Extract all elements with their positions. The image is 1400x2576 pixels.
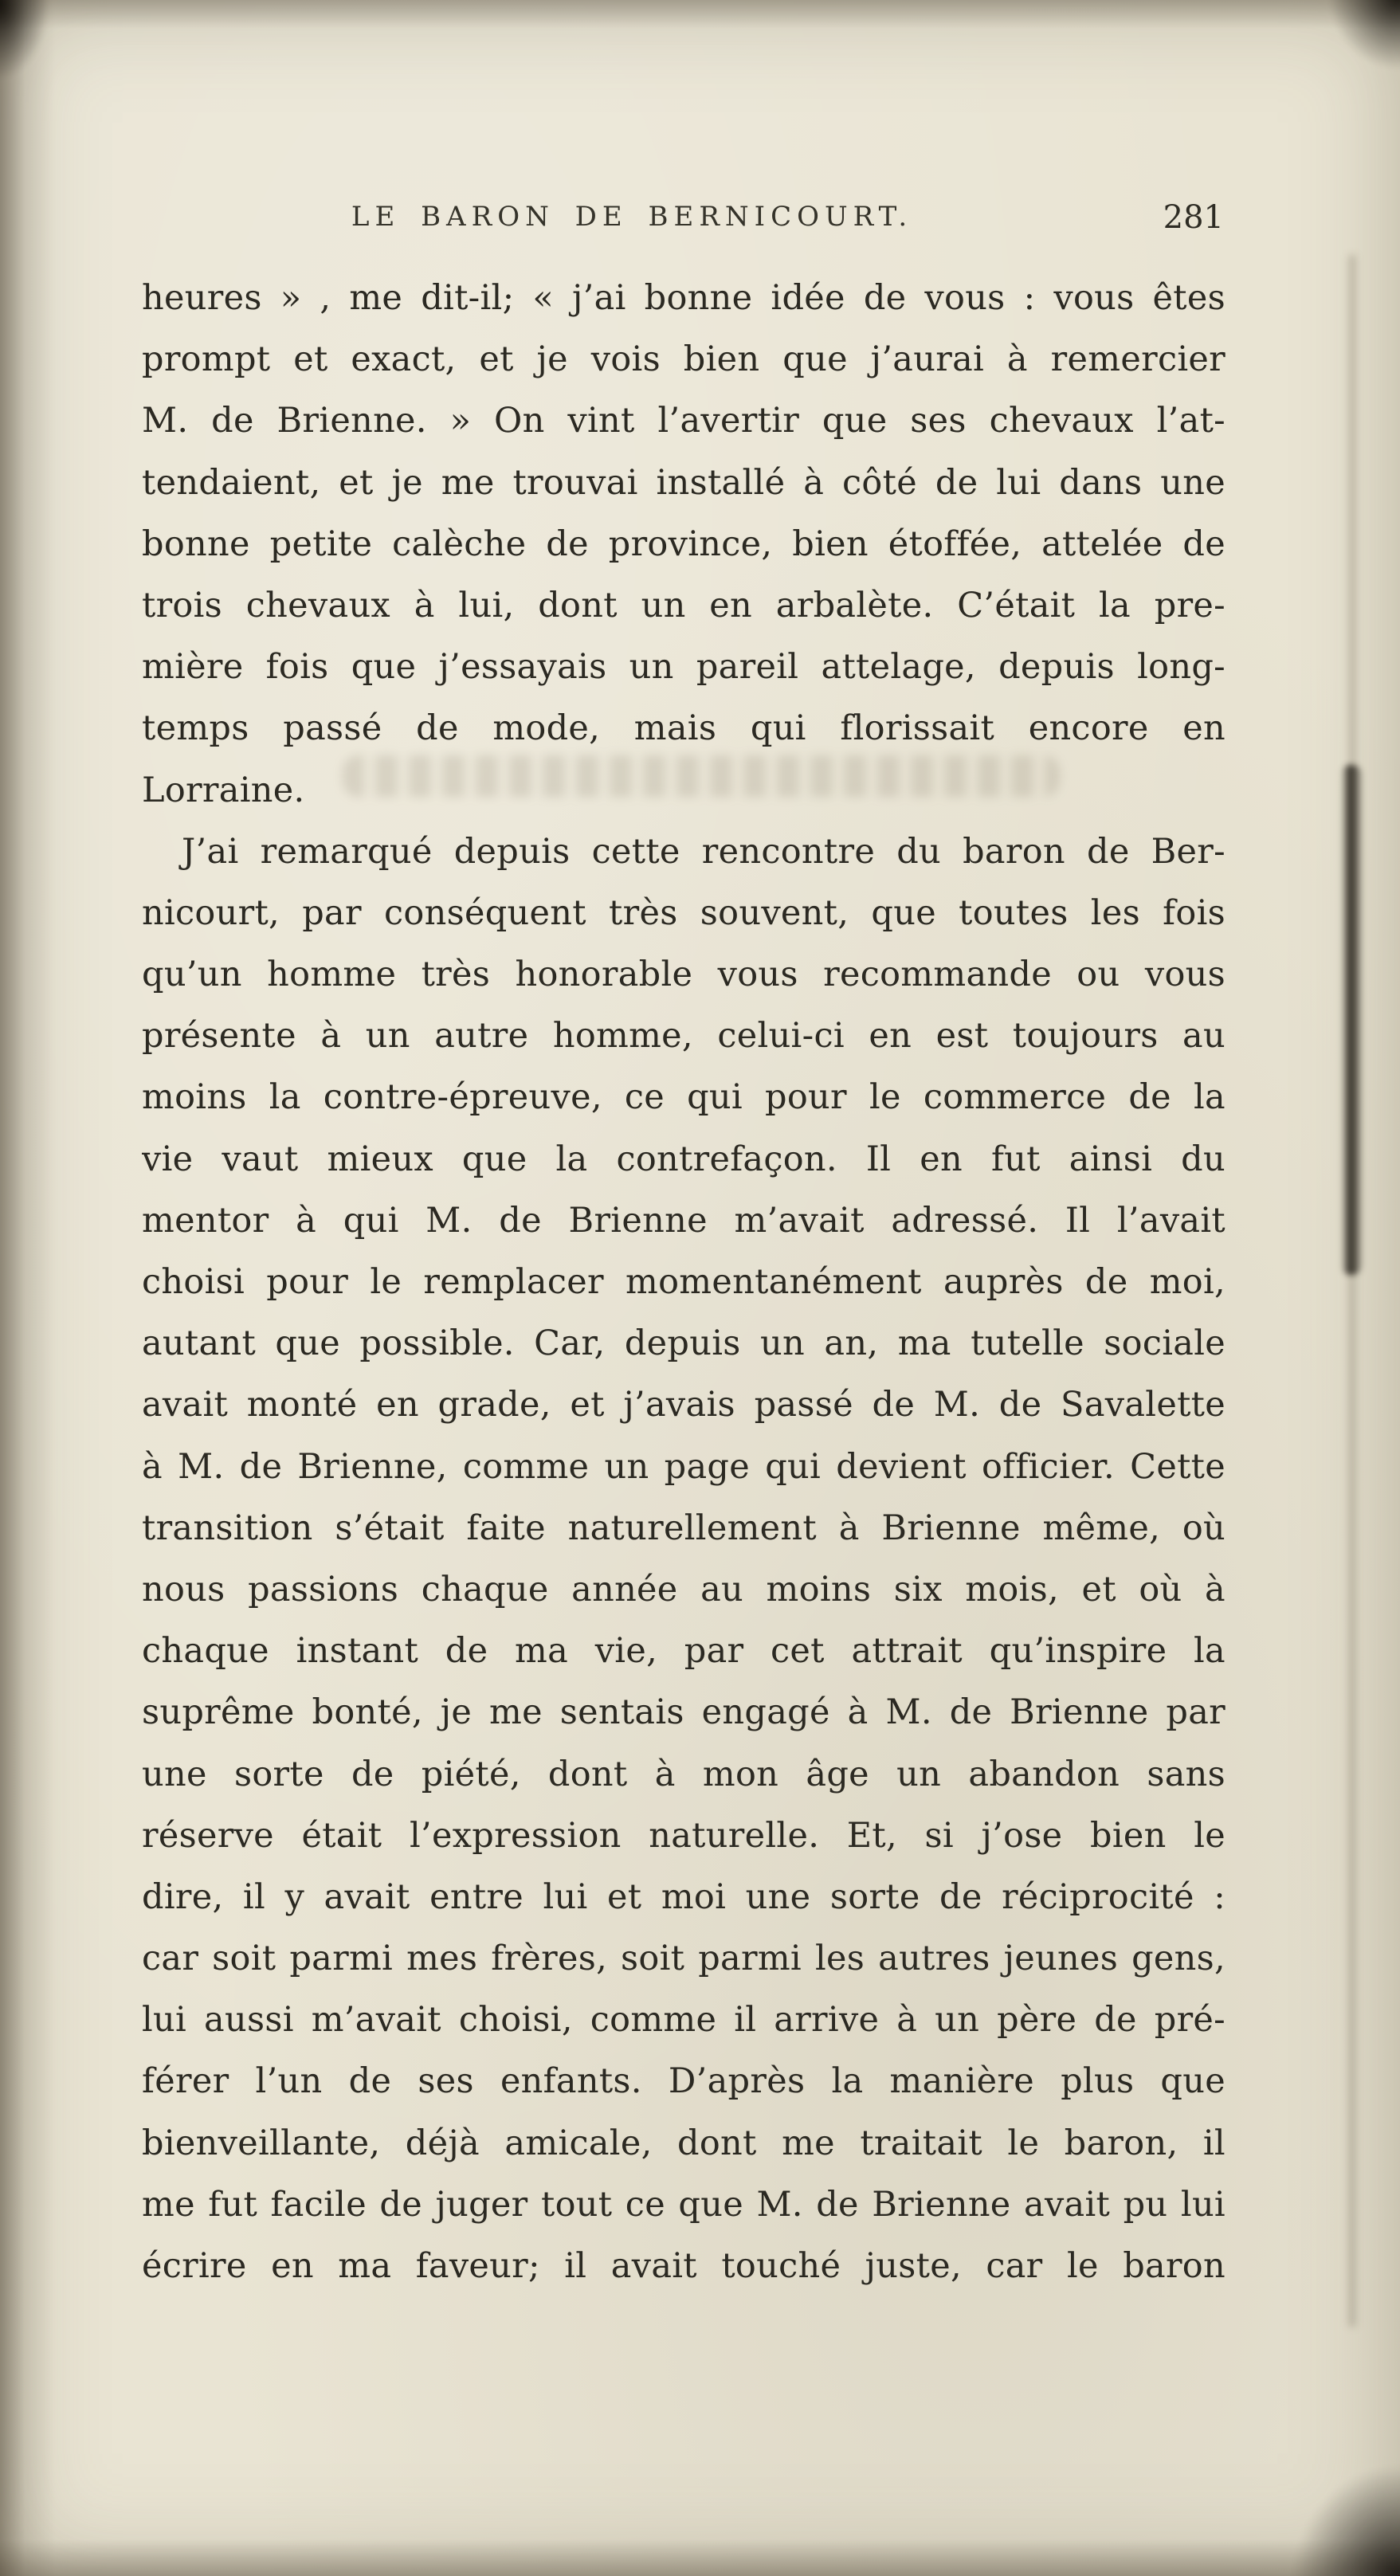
scan-top-right-corner-mark [1328,0,1400,70]
text-line: qu’un homme très honorable vous recommande ou vous [142,955,1225,995]
text-line: férer l’un de ses enfants. D’après la manière plus que [142,2061,1225,2102]
scan-bottom-right-corner-mark [1292,2464,1400,2576]
text-line: vie vaut mieux que la contrefaçon. Il en fut ainsi du [142,1139,1225,1179]
text-line: moins la contre-épreuve, ce qui pour le commerce de la [142,1077,1225,1118]
text-line: lui aussi m’avait choisi, comme il arrive à un père de pré- [142,2000,1225,2041]
text-line: bienveillante, déjà amicale, dont me traitait le baron, il [142,2123,1225,2163]
text-line: transition s’était faite naturellement à Brienne même, où [142,1508,1225,1548]
scan-top-edge-shadow [0,0,1400,29]
text-line: avait monté en grade, et j’avais passé de M. de Savalette [142,1385,1225,1425]
text-line: à M. de Brienne, comme un page qui devient officier. Cette [142,1446,1225,1487]
text-line: temps passé de mode, mais qui florissait encore en [142,708,1225,749]
text-line: nicourt, par conséquent très souvent, que toutes les fois [142,892,1225,933]
text-line: mentor à qui M. de Brienne m’avait adressé. Il l’avait [142,1200,1225,1241]
text-line: dire, il y avait entre lui et moi une sorte de réciprocité : [142,1876,1225,1917]
page-header [142,201,1225,249]
text-line: tendaient, et je me trouvai installé à côté de lui dans une [142,462,1225,503]
scan-top-left-corner-mark [0,0,49,80]
text-line: prompt et exact, et je vois bien que j’aurai à remercier [142,339,1225,380]
text-line: présente à un autre homme, celui-ci en est toujours au [142,1016,1225,1057]
scan-right-page-edge-shadow [1341,765,1362,1275]
scan-left-edge-shadow [0,0,56,2576]
scan-right-page-edge-faint [1349,255,1355,2327]
text-line: J’ai remarqué depuis cette rencontre du baron de Ber- [182,831,1225,872]
text-line: mière fois que j’essayais un pareil attelage, depuis long- [142,647,1225,688]
text-line: suprême bonté, je me sentais engagé à M. de Brienne par [142,1692,1225,1733]
text-line: nous passions chaque année au moins six mois, et où à [142,1569,1225,1610]
page-number: 281 [1163,199,1224,236]
text-line: écrire en ma faveur; il avait touché juste, car le baron [142,2246,1225,2286]
body-text [142,268,1225,2297]
text-line: chaque instant de ma vie, par cet attrait qu’inspire la [142,1631,1225,1672]
text-line: car soit parmi mes frères, soit parmi les autres jeunes gens, [142,1939,1225,1979]
text-line: me fut facile de juger tout ce que M. de Brienne avait pu lui [142,2184,1225,2225]
text-line: Lorraine. [142,770,305,810]
running-title: LE BARON DE BERNICOURT. [351,201,913,233]
text-line: réserve était l’expression naturelle. Et, si j’ose bien le [142,1815,1225,1856]
text-line: une sorte de piété, dont à mon âge un abandon sans [142,1754,1225,1794]
text-line: autant que possible. Car, depuis un an, ma tutelle sociale [142,1323,1225,1364]
text-line: heures » , me dit-il; « j’ai bonne idée de vous : vous êtes [142,278,1225,318]
text-line: trois chevaux à lui, dont un en arbalète. C’était la pre- [142,585,1225,625]
text-line: bonne petite calèche de province, bien étoffée, attelée de [142,523,1225,564]
text-line: M. de Brienne. » On vint l’avertir que ses chevaux l’at- [142,401,1225,441]
text-line: choisi pour le remplacer momentanément auprès de moi, [142,1262,1225,1302]
scan-bottom-edge-shadow [0,2539,1400,2576]
